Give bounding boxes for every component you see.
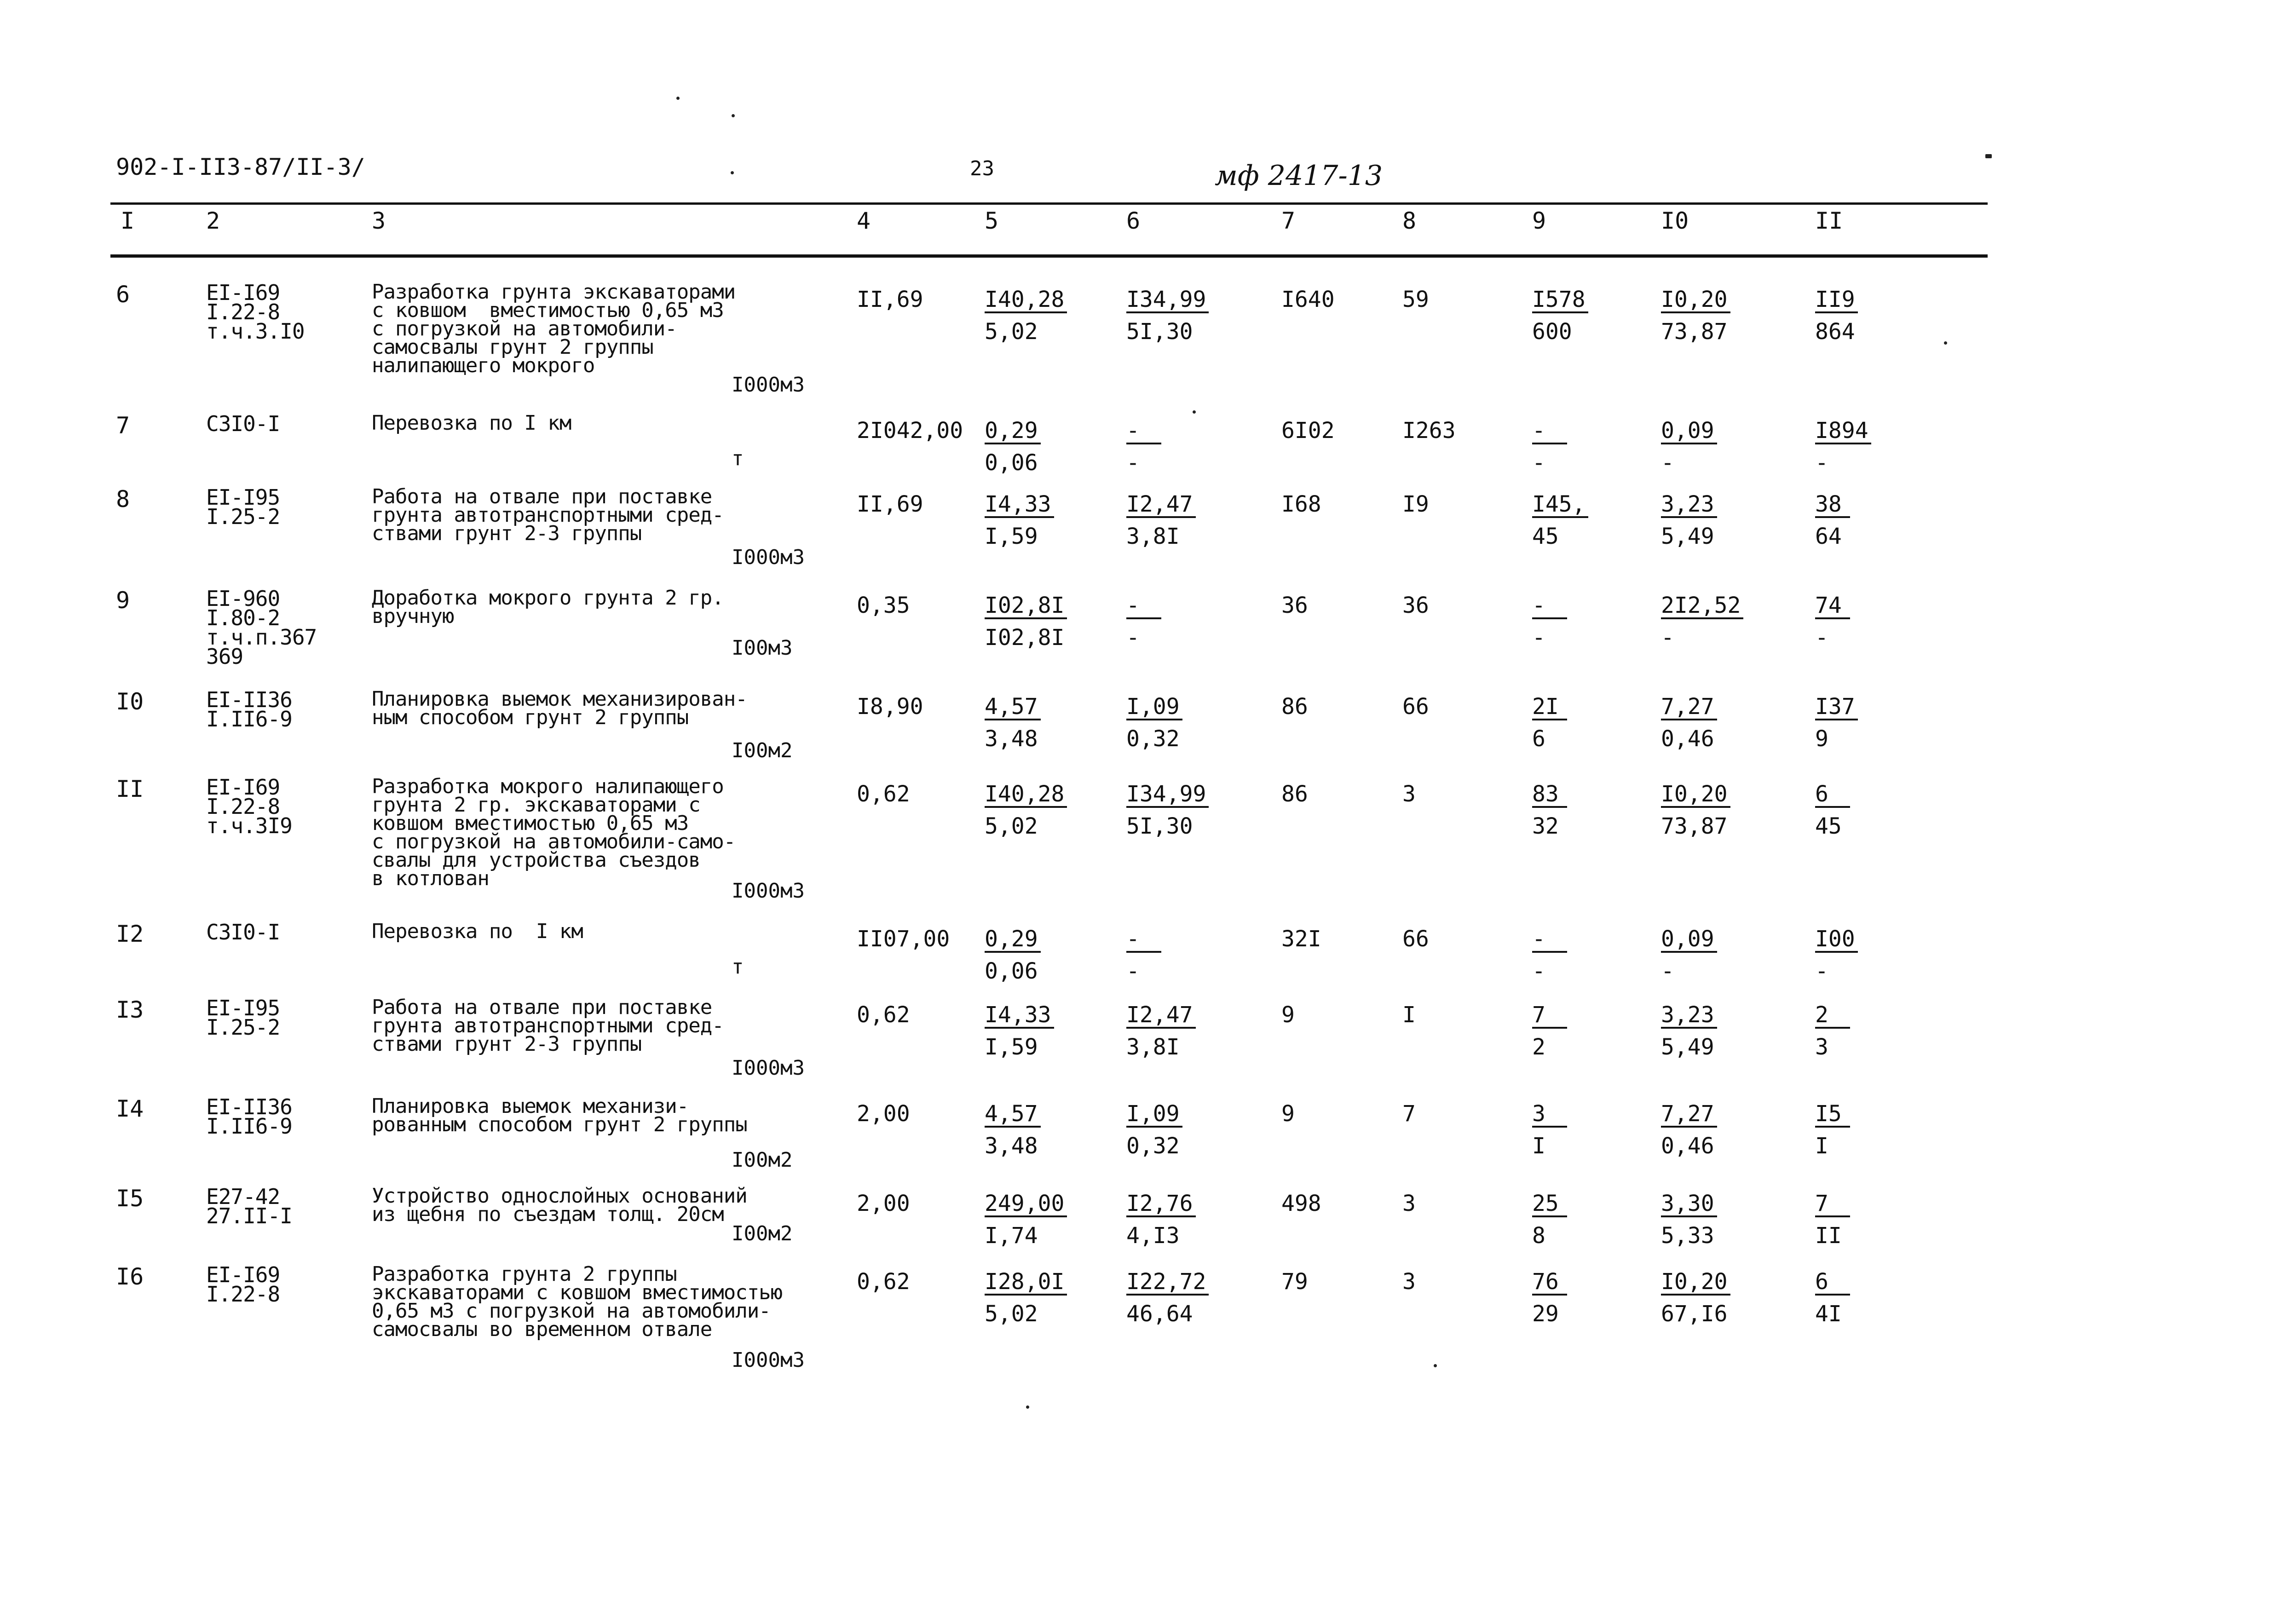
- fraction-c5: [985, 1103, 1041, 1157]
- cost-column-8: 3: [1402, 1269, 1416, 1295]
- quantity-value: II07,00: [857, 926, 950, 952]
- fraction-c6: [1126, 696, 1182, 750]
- work-description: Доработка мокрого грунта 2 гр. вручную: [372, 586, 724, 628]
- fraction-c9: [1532, 783, 1567, 837]
- fraction-c11: [1815, 928, 1858, 982]
- fraction-numerator: I578: [1532, 288, 1588, 313]
- work-description: Планировка выемок механизирован- ным способом грунт 2 группы: [372, 687, 747, 729]
- normative-code: EI-I95 I.25-2: [206, 485, 280, 529]
- fraction-denominator: 2: [1532, 1034, 1545, 1060]
- column-header-1: I: [121, 207, 135, 234]
- fraction-numerator: -: [1126, 928, 1161, 953]
- fraction-c5: [985, 594, 1067, 649]
- normative-code: С3I0-I: [206, 411, 280, 436]
- fraction-denominator: 0,46: [1661, 726, 1714, 752]
- quantity-value: I8,90: [857, 694, 923, 720]
- fraction-numerator: I00: [1815, 928, 1858, 953]
- work-description: Устройство однослойных оснований из щебня по съездам толщ. 20см: [372, 1184, 747, 1226]
- fraction-denominator: 3,8I: [1126, 524, 1180, 549]
- cost-column-7: 86: [1281, 694, 1308, 720]
- fraction-numerator: I02,8I: [985, 594, 1067, 619]
- quantity-value: 0,62: [857, 1002, 910, 1028]
- fraction-denominator: 8: [1532, 1223, 1545, 1249]
- fraction-c6: [1126, 928, 1161, 982]
- quantity-value: 0,62: [857, 781, 910, 807]
- column-header-8: 8: [1402, 207, 1417, 234]
- fraction-denominator: 5,33: [1661, 1223, 1714, 1249]
- fraction-c11: [1815, 783, 1850, 837]
- normative-code: EI-I69 I.22-8: [206, 1262, 280, 1307]
- fraction-c10: [1661, 1004, 1717, 1058]
- fraction-numerator: 7,27: [1661, 696, 1717, 720]
- fraction-numerator: I28,0I: [985, 1271, 1067, 1296]
- cost-column-7: 79: [1281, 1269, 1308, 1295]
- fraction-numerator: 0,09: [1661, 420, 1717, 444]
- quantity-value: II,69: [857, 287, 923, 312]
- fraction-denominator: 32: [1532, 813, 1559, 839]
- normative-code: EI-960 I.80-2 т.ч.п.367 369: [206, 586, 317, 669]
- fraction-c11: [1815, 1103, 1850, 1157]
- fraction-denominator: 73,87: [1661, 319, 1728, 345]
- column-header-5: 5: [985, 207, 999, 234]
- scan-speck: [1434, 1364, 1437, 1367]
- fraction-c11: [1815, 288, 1858, 343]
- fraction-c9: [1532, 696, 1567, 750]
- quantity-value: 2I042,00: [857, 418, 963, 443]
- fraction-numerator: 2I: [1532, 696, 1567, 720]
- fraction-c5: [985, 783, 1067, 837]
- fraction-c5: [985, 696, 1041, 750]
- fraction-c10: [1661, 928, 1717, 982]
- fraction-c9: [1532, 1192, 1567, 1247]
- fraction-c6: [1126, 594, 1161, 649]
- fraction-denominator: I: [1815, 1133, 1828, 1159]
- fraction-denominator: 0,32: [1126, 726, 1180, 752]
- fraction-numerator: -: [1126, 420, 1161, 444]
- quantity-value: 0,35: [857, 593, 910, 618]
- cost-column-8: I263: [1402, 418, 1456, 443]
- measure-unit: I000м3: [732, 879, 805, 903]
- fraction-denominator: 0,06: [985, 958, 1038, 984]
- fraction-c11: [1815, 1192, 1850, 1247]
- fraction-c11: [1815, 696, 1858, 750]
- row-number: II: [116, 776, 144, 802]
- normative-code: EI-I69 I.22-8 т.ч.3I9: [206, 775, 292, 838]
- fraction-numerator: 0,29: [985, 420, 1041, 444]
- normative-code: EI-I95 I.25-2: [206, 996, 280, 1040]
- fraction-numerator: I34,99: [1126, 783, 1209, 808]
- normative-code: С3I0-I: [206, 920, 280, 944]
- scan-speck: [731, 171, 734, 174]
- fraction-c10: [1661, 1271, 1730, 1325]
- cost-column-8: 7: [1402, 1101, 1416, 1127]
- fraction-denominator: -: [1126, 958, 1140, 984]
- page-number: 23: [970, 157, 994, 180]
- measure-unit: I00м2: [732, 1148, 793, 1172]
- fraction-c5: [985, 1192, 1067, 1247]
- fraction-numerator: 7,27: [1661, 1103, 1717, 1128]
- column-header-3: 3: [372, 207, 386, 234]
- fraction-numerator: I4,33: [985, 493, 1054, 518]
- fraction-numerator: I4,33: [985, 1004, 1054, 1029]
- row-number: I4: [116, 1095, 144, 1122]
- document-code: 902-I-II3-87/II-3/: [116, 154, 365, 180]
- fraction-denominator: -: [1126, 625, 1140, 651]
- fraction-c9: [1532, 1004, 1567, 1058]
- fraction-numerator: 25: [1532, 1192, 1567, 1217]
- fraction-numerator: I34,99: [1126, 288, 1209, 313]
- scan-speck: [1944, 341, 1947, 345]
- column-header-2: 2: [206, 207, 220, 234]
- fraction-denominator: 3,8I: [1126, 1034, 1180, 1060]
- quantity-value: 2,00: [857, 1101, 910, 1127]
- fraction-c5: [985, 420, 1041, 474]
- fraction-c9: [1532, 594, 1567, 649]
- row-number: I0: [116, 688, 144, 715]
- measure-unit: I00м2: [732, 739, 793, 762]
- fraction-denominator: 3,48: [985, 726, 1038, 752]
- quantity-value: 0,62: [857, 1269, 910, 1295]
- fraction-denominator: 45: [1815, 813, 1842, 839]
- fraction-denominator: 46,64: [1126, 1301, 1193, 1327]
- measure-unit: т: [732, 447, 744, 470]
- fraction-numerator: 7: [1532, 1004, 1567, 1029]
- row-number: 8: [116, 486, 130, 513]
- fraction-denominator: -: [1815, 625, 1828, 651]
- work-description: Разработка грунта экскаваторами с ковшом вместимостью 0,65 м3 с погрузкой на автомобили- самосвалы грунт 2 группы налипающего мокрого: [372, 280, 736, 377]
- fraction-numerator: 2: [1815, 1004, 1850, 1029]
- fraction-c6: [1126, 783, 1209, 837]
- fraction-denominator: I: [1532, 1133, 1545, 1159]
- fraction-denominator: 73,87: [1661, 813, 1728, 839]
- fraction-c9: [1532, 420, 1567, 474]
- work-description: Работа на отвале при поставке грунта автотранспортными сред- ствами грунт 2-3 группы: [372, 485, 724, 545]
- fraction-denominator: 45: [1532, 524, 1559, 549]
- fraction-numerator: 76: [1532, 1271, 1567, 1296]
- fraction-denominator: 5,02: [985, 319, 1038, 345]
- fraction-denominator: 29: [1532, 1301, 1559, 1327]
- fraction-numerator: 4,57: [985, 1103, 1041, 1128]
- column-header-11: II: [1815, 207, 1843, 234]
- fraction-numerator: 4,57: [985, 696, 1041, 720]
- cost-column-7: 32I: [1281, 926, 1321, 952]
- fraction-numerator: 83: [1532, 783, 1567, 808]
- quantity-value: 2,00: [857, 1191, 910, 1216]
- column-header-4: 4: [857, 207, 871, 234]
- cost-column-7: 498: [1281, 1191, 1321, 1216]
- cost-column-8: 36: [1402, 593, 1429, 618]
- cost-column-8: I9: [1402, 491, 1429, 517]
- fraction-c10: [1661, 288, 1730, 343]
- fraction-denominator: -: [1126, 450, 1140, 476]
- fraction-numerator: -: [1532, 928, 1567, 953]
- measure-unit: I00м3: [732, 636, 793, 660]
- fraction-denominator: -: [1661, 958, 1674, 984]
- fraction-c10: [1661, 420, 1717, 474]
- fraction-denominator: -: [1532, 958, 1545, 984]
- fraction-denominator: 5,49: [1661, 524, 1714, 549]
- work-description: Разработка грунта 2 группы экскаваторами с ковшом вместимостью 0,65 м3 с погрузкой на автомобили- самосвалы во временном отвале: [372, 1262, 783, 1341]
- fraction-c11: [1815, 1004, 1850, 1058]
- normative-code: EI-II36 I.II6-9: [206, 687, 292, 731]
- measure-unit: I000м3: [732, 373, 805, 397]
- fraction-c6: [1126, 493, 1196, 547]
- fraction-denominator: 6: [1532, 726, 1545, 752]
- fraction-numerator: I40,28: [985, 783, 1067, 808]
- scan-speck: [1026, 1405, 1029, 1409]
- measure-unit: I000м3: [732, 546, 805, 569]
- fraction-c6: [1126, 1271, 1209, 1325]
- fraction-numerator: I5: [1815, 1103, 1850, 1128]
- measure-unit: I00м2: [732, 1222, 793, 1245]
- fraction-c11: [1815, 493, 1850, 547]
- fraction-numerator: I0,20: [1661, 288, 1730, 313]
- fraction-numerator: I40,28: [985, 288, 1067, 313]
- fraction-numerator: II9: [1815, 288, 1858, 313]
- fraction-c9: [1532, 493, 1588, 547]
- row-number: I6: [116, 1263, 144, 1290]
- scan-speck: [676, 97, 680, 100]
- fraction-denominator: 5,49: [1661, 1034, 1714, 1060]
- row-number: I2: [116, 921, 144, 947]
- cost-column-8: 3: [1402, 1191, 1416, 1216]
- fraction-denominator: 3: [1815, 1034, 1828, 1060]
- fraction-denominator: -: [1661, 450, 1674, 476]
- fraction-numerator: -: [1532, 420, 1567, 444]
- fraction-numerator: I45,: [1532, 493, 1588, 518]
- fraction-numerator: I0,20: [1661, 1271, 1730, 1296]
- work-description: Планировка выемок механизи- рованным способом грунт 2 группы: [372, 1094, 747, 1136]
- fraction-denominator: 5I,30: [1126, 813, 1193, 839]
- fraction-numerator: 6: [1815, 783, 1850, 808]
- fraction-numerator: 249,00: [985, 1192, 1067, 1217]
- fraction-c6: [1126, 420, 1161, 474]
- row-number: 9: [116, 587, 130, 614]
- cost-column-7: 6I02: [1281, 418, 1335, 443]
- fraction-denominator: 0,06: [985, 450, 1038, 476]
- cost-column-8: 66: [1402, 694, 1429, 720]
- fraction-c10: [1661, 696, 1717, 750]
- fraction-denominator: -: [1532, 450, 1545, 476]
- quantity-value: II,69: [857, 491, 923, 517]
- fraction-denominator: 4,I3: [1126, 1223, 1180, 1249]
- fraction-c11: [1815, 1271, 1850, 1325]
- fraction-denominator: 600: [1532, 319, 1572, 345]
- fraction-numerator: I,09: [1126, 1103, 1182, 1128]
- fraction-c5: [985, 1271, 1067, 1325]
- measure-unit: I000м3: [732, 1348, 805, 1372]
- fraction-denominator: 3,48: [985, 1133, 1038, 1159]
- cost-column-8: 66: [1402, 926, 1429, 952]
- fraction-numerator: 0,29: [985, 928, 1041, 953]
- fraction-numerator: 3,23: [1661, 1004, 1717, 1029]
- fraction-numerator: I0,20: [1661, 783, 1730, 808]
- column-header-9: 9: [1532, 207, 1546, 234]
- fraction-numerator: 3,23: [1661, 493, 1717, 518]
- cost-column-7: 86: [1281, 781, 1308, 807]
- fraction-c6: [1126, 1103, 1182, 1157]
- normative-code: E27-42 27.II-I: [206, 1184, 292, 1228]
- fraction-denominator: 9: [1815, 726, 1828, 752]
- fraction-numerator: -: [1532, 594, 1567, 619]
- fraction-c10: [1661, 493, 1717, 547]
- work-description: Перевозка по I км: [372, 920, 583, 943]
- fraction-numerator: 3: [1532, 1103, 1567, 1128]
- fraction-denominator: -: [1815, 450, 1828, 476]
- normative-code: EI-I69 I.22-8 т.ч.3.I0: [206, 280, 305, 344]
- fraction-denominator: 864: [1815, 319, 1855, 345]
- column-header-6: 6: [1126, 207, 1141, 234]
- fraction-numerator: I2,47: [1126, 493, 1196, 518]
- cost-column-8: 3: [1402, 781, 1416, 807]
- fraction-c6: [1126, 1192, 1196, 1247]
- work-description: Перевозка по I км: [372, 411, 571, 435]
- fraction-numerator: 7: [1815, 1192, 1850, 1217]
- fraction-c5: [985, 493, 1054, 547]
- fraction-c10: [1661, 1192, 1717, 1247]
- fraction-denominator: 0,32: [1126, 1133, 1180, 1159]
- fraction-c6: [1126, 1004, 1196, 1058]
- fraction-numerator: I2,47: [1126, 1004, 1196, 1029]
- cost-column-8: I: [1402, 1002, 1416, 1028]
- fraction-denominator: I,59: [985, 1034, 1038, 1060]
- fraction-numerator: 6: [1815, 1271, 1850, 1296]
- work-description: Работа на отвале при поставке грунта автотранспортными сред- ствами грунт 2-3 группы: [372, 996, 724, 1056]
- fraction-numerator: I37: [1815, 696, 1858, 720]
- fraction-denominator: 4I: [1815, 1301, 1842, 1327]
- fraction-c10: [1661, 783, 1730, 837]
- fraction-numerator: 3,30: [1661, 1192, 1717, 1217]
- normative-code: EI-II36 I.II6-9: [206, 1094, 292, 1139]
- row-number: 7: [116, 412, 130, 439]
- fraction-denominator: 67,I6: [1661, 1301, 1728, 1327]
- fraction-numerator: I2,76: [1126, 1192, 1196, 1217]
- fraction-denominator: 5,02: [985, 1301, 1038, 1327]
- cost-column-8: 59: [1402, 287, 1429, 312]
- fraction-c5: [985, 1004, 1054, 1058]
- column-header-7: 7: [1281, 207, 1296, 234]
- fraction-numerator: 74: [1815, 594, 1850, 619]
- header-bottom-rule: [110, 254, 1988, 258]
- fraction-denominator: I,59: [985, 524, 1038, 549]
- fraction-c10: [1661, 594, 1743, 649]
- fraction-numerator: I894: [1815, 420, 1871, 444]
- fraction-denominator: -: [1661, 625, 1674, 651]
- measure-unit: т: [732, 955, 744, 979]
- fraction-denominator: 64: [1815, 524, 1842, 549]
- fraction-c5: [985, 288, 1067, 343]
- column-header-10: I0: [1661, 207, 1689, 234]
- fraction-c9: [1532, 1271, 1567, 1325]
- fraction-denominator: I,74: [985, 1223, 1038, 1249]
- fraction-c11: [1815, 594, 1850, 649]
- fraction-numerator: I,09: [1126, 696, 1182, 720]
- fraction-c9: [1532, 1103, 1567, 1157]
- row-number: I3: [116, 996, 144, 1023]
- fraction-c9: [1532, 928, 1567, 982]
- row-number: 6: [116, 281, 130, 308]
- fraction-numerator: 0,09: [1661, 928, 1717, 953]
- fraction-c11: [1815, 420, 1871, 474]
- work-description: Разработка мокрого налипающего грунта 2 гр. экскаваторами с ковшом вместимостью 0,65 м3 с погрузкой на автомобили-само- свалы для устройства съездов в котлован: [372, 775, 736, 890]
- fraction-c6: [1126, 288, 1209, 343]
- fraction-c5: [985, 928, 1041, 982]
- fraction-denominator: 5,02: [985, 813, 1038, 839]
- cost-column-7: I68: [1281, 491, 1321, 517]
- cost-column-7: 9: [1281, 1002, 1295, 1028]
- fraction-numerator: 2I2,52: [1661, 594, 1743, 619]
- fraction-c10: [1661, 1103, 1717, 1157]
- fraction-denominator: I02,8I: [985, 625, 1065, 651]
- header-top-rule: [110, 202, 1988, 205]
- fraction-denominator: -: [1532, 625, 1545, 651]
- archive-stamp: мф 2417-13: [1215, 160, 1383, 192]
- fraction-numerator: -: [1126, 594, 1161, 619]
- cost-column-7: I640: [1281, 287, 1335, 312]
- scan-speck: [1985, 154, 1992, 158]
- fraction-denominator: 5I,30: [1126, 319, 1193, 345]
- measure-unit: I000м3: [732, 1056, 805, 1080]
- cost-column-7: 36: [1281, 593, 1308, 618]
- cost-column-7: 9: [1281, 1101, 1295, 1127]
- scan-speck: [732, 114, 735, 117]
- fraction-c9: [1532, 288, 1588, 343]
- fraction-denominator: II: [1815, 1223, 1842, 1249]
- fraction-numerator: 38: [1815, 493, 1850, 518]
- row-number: I5: [116, 1185, 144, 1212]
- fraction-denominator: 0,46: [1661, 1133, 1714, 1159]
- fraction-denominator: -: [1815, 958, 1828, 984]
- scan-speck: [1193, 410, 1196, 414]
- fraction-numerator: I22,72: [1126, 1271, 1209, 1296]
